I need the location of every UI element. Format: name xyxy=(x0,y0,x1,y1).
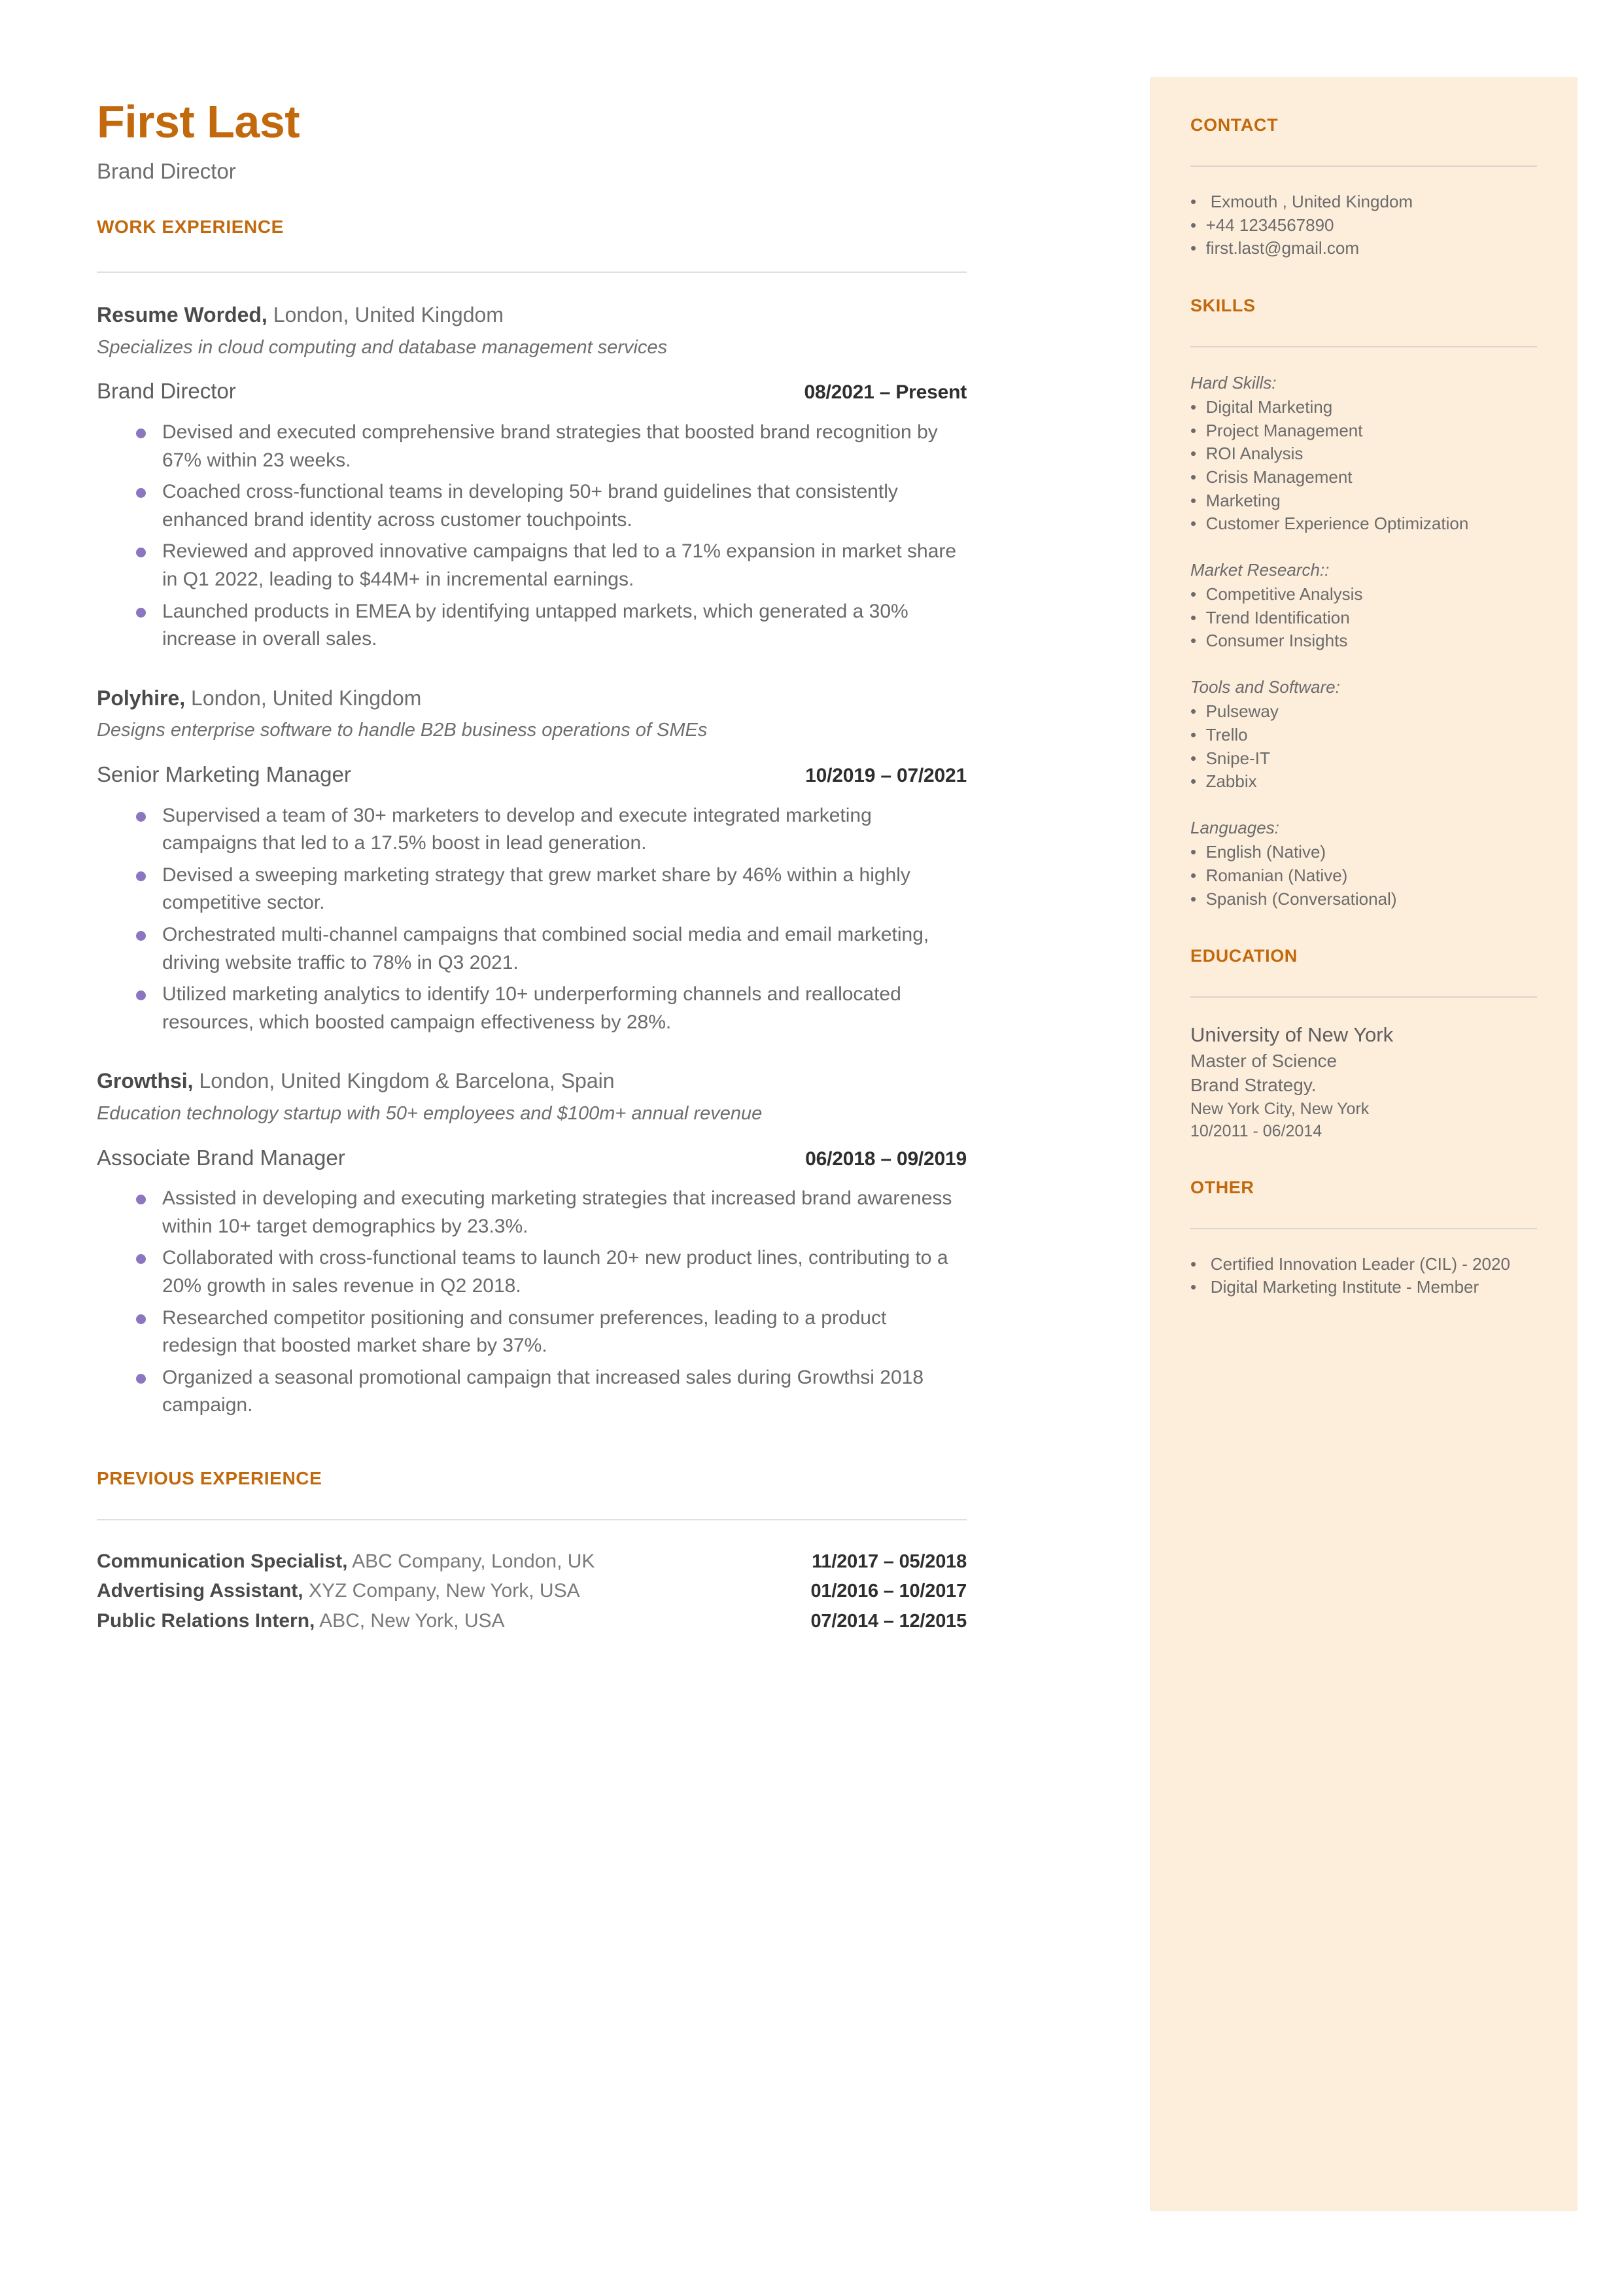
job-company xyxy=(97,685,967,712)
skill-list xyxy=(1190,396,1537,536)
job-bullet-list xyxy=(97,419,967,654)
previous-experience-dates: 01/2016 – 10/2017 xyxy=(810,1581,967,1602)
skill-list xyxy=(1190,583,1537,653)
job-company-name: Polyhire, xyxy=(97,686,186,710)
job-role-dates: 06/2018 – 09/2019 xyxy=(805,1148,967,1170)
skill-item: • ROI Analysis xyxy=(1190,442,1537,466)
skill-item: • Romanian (Native) xyxy=(1190,864,1537,888)
skill-item: • Trello xyxy=(1190,724,1537,747)
skill-item: • Customer Experience Optimization xyxy=(1190,512,1537,536)
divider xyxy=(1190,166,1537,167)
skill-group-label: Languages: xyxy=(1190,817,1279,837)
education-location: New York City, New York xyxy=(1190,1099,1370,1118)
contact-item[interactable]: • +44 1234567890 xyxy=(1190,214,1537,237)
job-company-description: Specializes in cloud computing and database management services xyxy=(97,336,668,358)
skill-group xyxy=(1190,675,1537,794)
previous-experience-detail: ABC Company, London, UK xyxy=(347,1550,595,1572)
previous-experience-row xyxy=(97,1576,967,1606)
job-bullet: Collaborated with cross-functional teams to launch 20+ new product lines, contributing to a 20% growth in sales revenue in Q2 2018. xyxy=(97,1244,967,1300)
divider xyxy=(97,272,967,273)
other-list xyxy=(1190,1253,1537,1299)
other-section xyxy=(1190,1178,1537,1299)
contact-section xyxy=(1190,115,1537,260)
previous-experience-title: Advertising Assistant, xyxy=(97,1580,303,1602)
previous-experience-title: Public Relations Intern, xyxy=(97,1609,315,1632)
job-bullet: Organized a seasonal promotional campaign that increased sales during Growthsi 2018 campaign. xyxy=(97,1364,967,1420)
job-bullet-list xyxy=(97,802,967,1037)
main-column xyxy=(97,98,967,1636)
skill-item: • Competitive Analysis xyxy=(1190,583,1537,606)
skill-item: • Marketing xyxy=(1190,489,1537,513)
skill-group xyxy=(1190,816,1537,911)
job-bullet: Launched products in EMEA by identifying untapped markets, which generated a 30% increase in overall sales. xyxy=(97,598,967,654)
work-experience-item xyxy=(97,302,967,654)
skill-group-label: Hard Skills: xyxy=(1190,372,1277,393)
skill-item: • English (Native) xyxy=(1190,841,1537,864)
work-experience-item xyxy=(97,685,967,1037)
work-experience-item xyxy=(97,1068,967,1420)
skill-list xyxy=(1190,841,1537,911)
skill-group-label: Market Research:: xyxy=(1190,559,1330,580)
job-bullet: Researched competitor positioning and consumer preferences, leading to a product redesign that boosted market share by 37%. xyxy=(97,1305,967,1360)
job-location: London, United Kingdom xyxy=(185,686,422,710)
section-heading-other: OTHER xyxy=(1190,1177,1254,1197)
job-bullet-list xyxy=(97,1185,967,1420)
job-role-row xyxy=(97,762,967,788)
divider xyxy=(1190,346,1537,347)
skill-item: • Pulseway xyxy=(1190,700,1537,724)
job-role-title: Senior Marketing Manager xyxy=(97,762,351,786)
page-title: First Last xyxy=(97,96,300,147)
job-company-name: Resume Worded, xyxy=(97,303,268,327)
job-company-description: Designs enterprise software to handle B2B business operations of SMEs xyxy=(97,720,708,741)
skill-list xyxy=(1190,700,1537,793)
job-role-dates: 08/2021 – Present xyxy=(804,381,967,404)
previous-experience-title: Communication Specialist, xyxy=(97,1550,348,1572)
skill-group-label: Tools and Software: xyxy=(1190,677,1340,697)
skill-item: • Consumer Insights xyxy=(1190,629,1537,653)
contact-list xyxy=(1190,190,1537,260)
previous-experience-list xyxy=(97,1547,967,1636)
job-role-dates: 10/2019 – 07/2021 xyxy=(805,765,967,786)
job-bullet: Reviewed and approved innovative campaigns that led to a 71% expansion in market share in Q1 2022, leading to $44M+ in incremental earnings. xyxy=(97,538,967,593)
skill-item: • Snipe-IT xyxy=(1190,747,1537,771)
job-company-description: Education technology startup with 50+ employees and $100m+ annual revenue xyxy=(97,1102,763,1124)
sidebar-column xyxy=(1190,115,1537,1335)
job-bullet: Devised and executed comprehensive brand strategies that boosted brand recognition by 67% within 23 weeks. xyxy=(97,419,967,474)
skill-group xyxy=(1190,558,1537,653)
skills-groups xyxy=(1190,371,1537,911)
contact-item[interactable]: • Exmouth , United Kingdom xyxy=(1190,190,1537,214)
other-item: • Digital Marketing Institute - Member xyxy=(1190,1276,1537,1299)
section-heading-contact: CONTACT xyxy=(1190,115,1279,135)
education-field: Brand Strategy. xyxy=(1190,1075,1317,1096)
skills-section xyxy=(1190,296,1537,911)
job-bullet: Coached cross-functional teams in developing 50+ brand guidelines that consistently enhanced brand identity across customer touchpoints. xyxy=(97,478,967,534)
skill-group xyxy=(1190,371,1537,536)
previous-experience-title-detail xyxy=(97,1547,595,1576)
contact-item[interactable]: • first.last@gmail.com xyxy=(1190,237,1537,260)
section-heading-skills: SKILLS xyxy=(1190,295,1256,315)
education-section xyxy=(1190,946,1537,1142)
skill-item: • Crisis Management xyxy=(1190,466,1537,489)
section-heading-education: EDUCATION xyxy=(1190,946,1298,966)
education-dates: 10/2011 - 06/2014 xyxy=(1190,1121,1322,1140)
skill-item: • Project Management xyxy=(1190,419,1537,443)
job-bullet: Devised a sweeping marketing strategy that grew market share by 46% within a highly competitive sector. xyxy=(97,862,967,917)
section-heading-previous-experience: PREVIOUS EXPERIENCE xyxy=(97,1467,322,1488)
education-school: University of New York xyxy=(1190,1023,1394,1047)
job-bullet: Assisted in developing and executing marketing strategies that increased brand awareness within 10+ target demographics by 23.3%. xyxy=(97,1185,967,1240)
previous-experience-detail: ABC, New York, USA xyxy=(315,1609,505,1632)
skill-item: • Spanish (Conversational) xyxy=(1190,888,1537,911)
skill-item: • Zabbix xyxy=(1190,770,1537,794)
previous-experience-title-detail xyxy=(97,1606,505,1636)
previous-experience-row xyxy=(97,1606,967,1636)
divider xyxy=(1190,1228,1537,1229)
job-location: London, United Kingdom & Barcelona, Spain xyxy=(193,1069,615,1093)
divider xyxy=(1190,996,1537,998)
job-role-row xyxy=(97,1145,967,1171)
job-bullet: Utilized marketing analytics to identify 10+ underperforming channels and reallocated resources, which boosted campaign effectiveness by 28%. xyxy=(97,981,967,1036)
previous-experience-row xyxy=(97,1547,967,1577)
job-role-title: Associate Brand Manager xyxy=(97,1145,345,1170)
section-heading-work-experience: WORK EXPERIENCE xyxy=(97,217,284,237)
previous-experience-title-detail xyxy=(97,1576,580,1605)
previous-experience-dates: 11/2017 – 05/2018 xyxy=(812,1550,967,1572)
job-company xyxy=(97,1068,967,1095)
job-company xyxy=(97,302,967,329)
job-location: London, United Kingdom xyxy=(267,303,504,327)
job-bullet: Orchestrated multi-channel campaigns that combined social media and email marketing, driving website traffic to 78% in Q3 2021. xyxy=(97,921,967,977)
skill-item: • Trend Identification xyxy=(1190,606,1537,630)
other-item: • Certified Innovation Leader (CIL) - 2020 xyxy=(1190,1253,1537,1276)
headline: Brand Director xyxy=(97,158,236,183)
job-bullet: Supervised a team of 30+ marketers to develop and execute integrated marketing campaigns that led to a 17.5% boost in lead generation. xyxy=(97,802,967,858)
previous-experience-detail: XYZ Company, New York, USA xyxy=(303,1580,580,1602)
job-role-row xyxy=(97,378,967,404)
job-role-title: Brand Director xyxy=(97,379,236,404)
skill-item: • Digital Marketing xyxy=(1190,396,1537,419)
work-experience-list xyxy=(97,302,967,1420)
education-degree: Master of Science xyxy=(1190,1050,1338,1071)
divider xyxy=(97,1519,967,1520)
previous-experience-dates: 07/2014 – 12/2015 xyxy=(810,1610,967,1632)
job-company-name: Growthsi, xyxy=(97,1069,194,1093)
